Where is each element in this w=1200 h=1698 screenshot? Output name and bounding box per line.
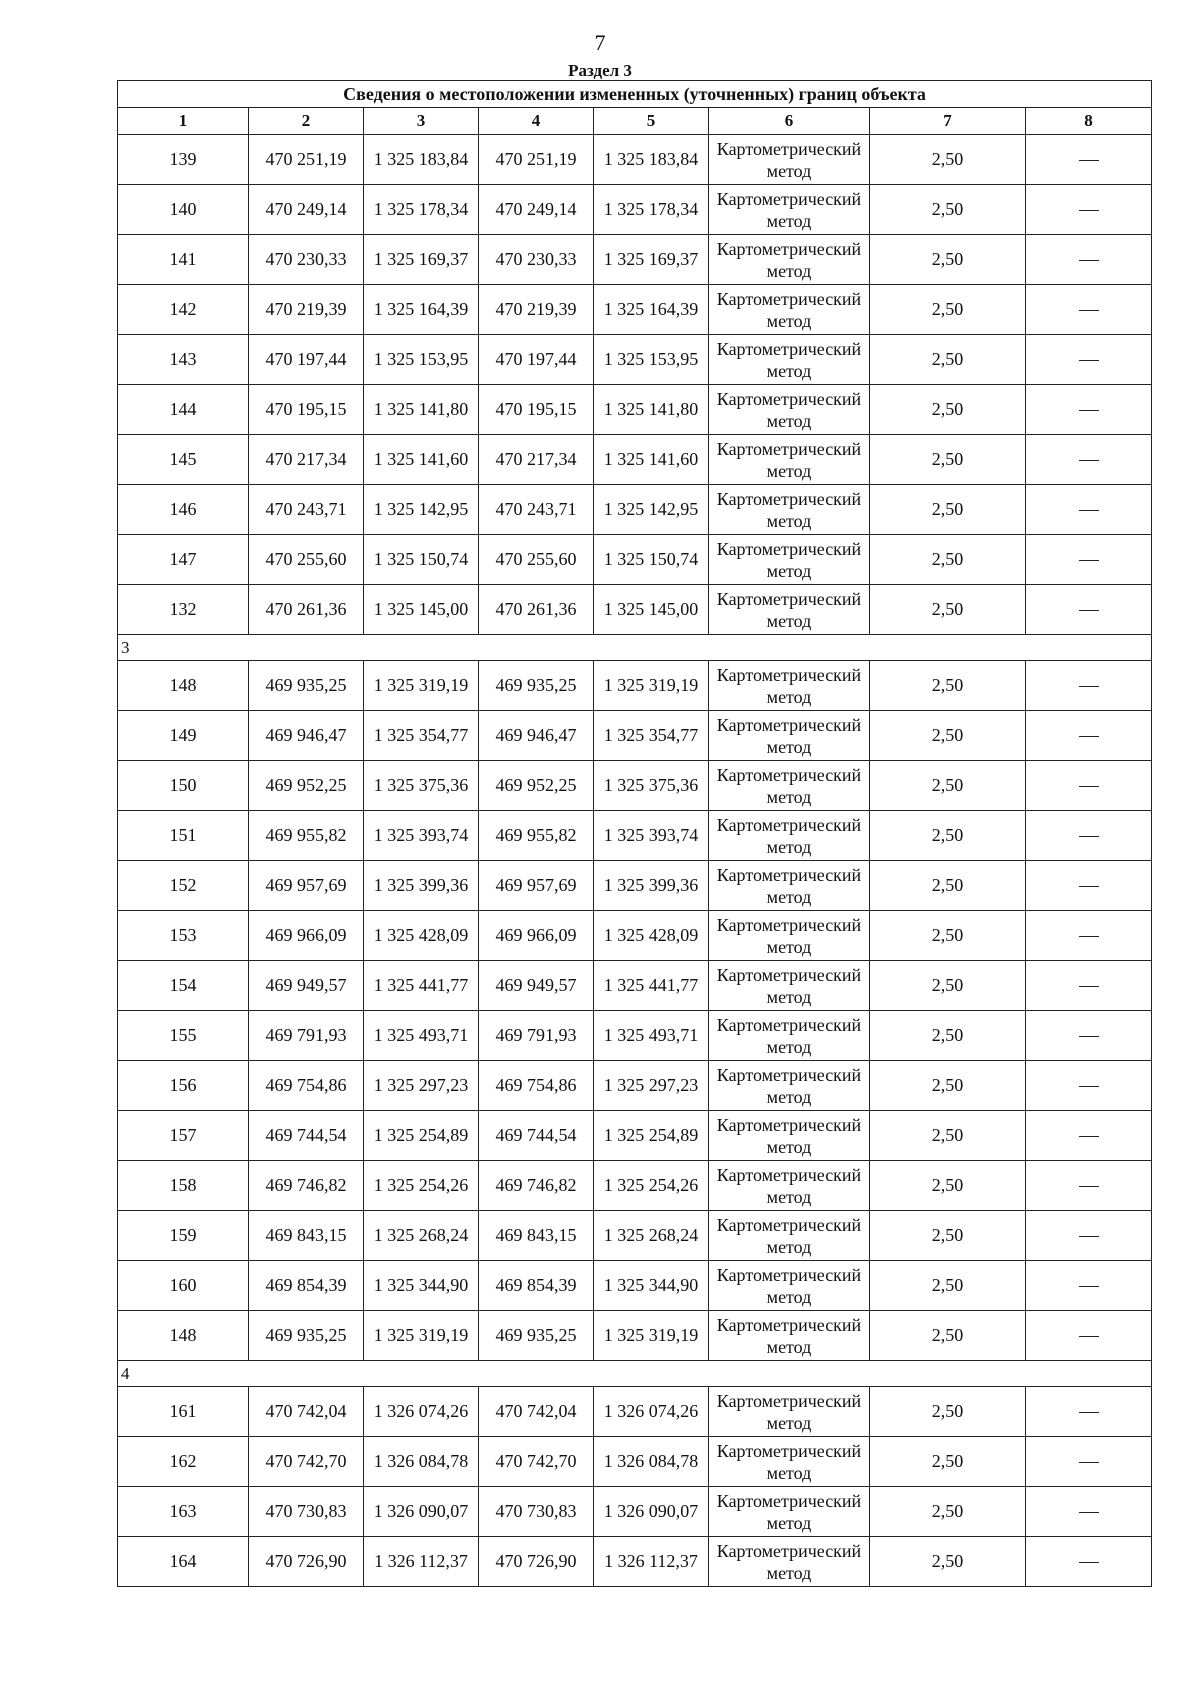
column-number: 1 <box>118 108 249 135</box>
dash-mark <box>1079 310 1099 311</box>
y-new-cell: 1 325 319,19 <box>594 1311 709 1361</box>
accuracy-cell: 2,50 <box>870 1211 1026 1261</box>
method-cell: Картометрический метод <box>709 1211 870 1261</box>
point-number-cell: 156 <box>118 1061 249 1111</box>
accuracy-cell: 2,50 <box>870 435 1026 485</box>
table-row <box>118 535 1152 585</box>
y-existing-cell: 1 325 254,26 <box>364 1161 479 1211</box>
method-cell: Картометрический метод <box>709 335 870 385</box>
point-number-cell: 149 <box>118 711 249 761</box>
y-existing-cell: 1 325 153,95 <box>364 335 479 385</box>
y-new-cell: 1 326 084,78 <box>594 1437 709 1487</box>
accuracy-cell: 2,50 <box>870 385 1026 435</box>
y-new-cell: 1 325 493,71 <box>594 1011 709 1061</box>
description-cell <box>1026 385 1152 435</box>
point-number-cell: 143 <box>118 335 249 385</box>
dash-mark <box>1079 936 1099 937</box>
point-number-cell: 145 <box>118 435 249 485</box>
table-caption: Сведения о местоположении измененных (уточненных) границ объекта <box>118 81 1152 108</box>
point-number-cell: 144 <box>118 385 249 435</box>
x-existing-cell: 469 949,57 <box>249 961 364 1011</box>
x-existing-cell: 470 261,36 <box>249 585 364 635</box>
dash-mark <box>1079 460 1099 461</box>
y-new-cell: 1 326 112,37 <box>594 1537 709 1587</box>
table-row <box>118 1311 1152 1361</box>
y-existing-cell: 1 325 319,19 <box>364 1311 479 1361</box>
y-existing-cell: 1 325 183,84 <box>364 135 479 185</box>
point-number-cell: 159 <box>118 1211 249 1261</box>
x-new-cell: 470 197,44 <box>479 335 594 385</box>
x-new-cell: 470 195,15 <box>479 385 594 435</box>
y-new-cell: 1 325 164,39 <box>594 285 709 335</box>
table-row <box>118 761 1152 811</box>
y-existing-cell: 1 325 319,19 <box>364 661 479 711</box>
point-number-cell: 162 <box>118 1437 249 1487</box>
dash-mark <box>1079 210 1099 211</box>
y-new-cell: 1 325 268,24 <box>594 1211 709 1261</box>
y-new-cell: 1 325 169,37 <box>594 235 709 285</box>
y-existing-cell: 1 325 141,60 <box>364 435 479 485</box>
accuracy-cell: 2,50 <box>870 235 1026 285</box>
x-existing-cell: 470 730,83 <box>249 1487 364 1537</box>
table-row <box>118 385 1152 435</box>
contour-group-row <box>118 1361 1152 1387</box>
dash-mark <box>1079 260 1099 261</box>
y-existing-cell: 1 326 090,07 <box>364 1487 479 1537</box>
dash-mark <box>1079 1136 1099 1137</box>
x-new-cell: 470 217,34 <box>479 435 594 485</box>
x-new-cell: 470 261,36 <box>479 585 594 635</box>
x-existing-cell: 469 754,86 <box>249 1061 364 1111</box>
method-cell: Картометрический метод <box>709 1261 870 1311</box>
x-existing-cell: 469 744,54 <box>249 1111 364 1161</box>
x-new-cell: 469 966,09 <box>479 911 594 961</box>
y-existing-cell: 1 325 254,89 <box>364 1111 479 1161</box>
method-cell: Картометрический метод <box>709 1437 870 1487</box>
dash-mark <box>1079 836 1099 837</box>
y-existing-cell: 1 325 428,09 <box>364 911 479 961</box>
accuracy-cell: 2,50 <box>870 911 1026 961</box>
method-cell: Картометрический метод <box>709 385 870 435</box>
x-existing-cell: 470 249,14 <box>249 185 364 235</box>
x-existing-cell: 469 854,39 <box>249 1261 364 1311</box>
table-row <box>118 811 1152 861</box>
x-existing-cell: 469 935,25 <box>249 1311 364 1361</box>
point-number-cell: 158 <box>118 1161 249 1211</box>
dash-mark <box>1079 1286 1099 1287</box>
accuracy-cell: 2,50 <box>870 1111 1026 1161</box>
dash-mark <box>1079 560 1099 561</box>
method-cell: Картометрический метод <box>709 435 870 485</box>
x-existing-cell: 470 243,71 <box>249 485 364 535</box>
accuracy-cell: 2,50 <box>870 1261 1026 1311</box>
method-cell: Картометрический метод <box>709 911 870 961</box>
description-cell <box>1026 961 1152 1011</box>
dash-mark <box>1079 1462 1099 1463</box>
table-body <box>118 135 1152 1587</box>
y-new-cell: 1 326 074,26 <box>594 1387 709 1437</box>
x-new-cell: 469 955,82 <box>479 811 594 861</box>
table-row <box>118 1487 1152 1537</box>
x-new-cell: 470 255,60 <box>479 535 594 585</box>
point-number-cell: 141 <box>118 235 249 285</box>
description-cell <box>1026 1061 1152 1111</box>
y-new-cell: 1 325 178,34 <box>594 185 709 235</box>
x-existing-cell: 470 217,34 <box>249 435 364 485</box>
table-row <box>118 1387 1152 1437</box>
x-new-cell: 469 935,25 <box>479 661 594 711</box>
x-new-cell: 470 742,70 <box>479 1437 594 1487</box>
method-cell: Картометрический метод <box>709 135 870 185</box>
accuracy-cell: 2,50 <box>870 185 1026 235</box>
x-existing-cell: 469 843,15 <box>249 1211 364 1261</box>
y-existing-cell: 1 325 178,34 <box>364 185 479 235</box>
point-number-cell: 154 <box>118 961 249 1011</box>
accuracy-cell: 2,50 <box>870 961 1026 1011</box>
x-existing-cell: 469 957,69 <box>249 861 364 911</box>
y-new-cell: 1 325 254,89 <box>594 1111 709 1161</box>
accuracy-cell: 2,50 <box>870 1011 1026 1061</box>
x-existing-cell: 470 255,60 <box>249 535 364 585</box>
y-new-cell: 1 325 141,60 <box>594 435 709 485</box>
description-cell <box>1026 185 1152 235</box>
x-new-cell: 469 843,15 <box>479 1211 594 1261</box>
description-cell <box>1026 911 1152 961</box>
accuracy-cell: 2,50 <box>870 711 1026 761</box>
dash-mark <box>1079 886 1099 887</box>
point-number-cell: 139 <box>118 135 249 185</box>
table-row <box>118 335 1152 385</box>
x-existing-cell: 469 952,25 <box>249 761 364 811</box>
dash-mark <box>1079 986 1099 987</box>
accuracy-cell: 2,50 <box>870 1387 1026 1437</box>
y-new-cell: 1 325 142,95 <box>594 485 709 535</box>
y-existing-cell: 1 326 074,26 <box>364 1387 479 1437</box>
y-new-cell: 1 325 428,09 <box>594 911 709 961</box>
y-new-cell: 1 325 393,74 <box>594 811 709 861</box>
y-existing-cell: 1 325 142,95 <box>364 485 479 535</box>
method-cell: Картометрический метод <box>709 585 870 635</box>
y-new-cell: 1 325 441,77 <box>594 961 709 1011</box>
x-new-cell: 469 946,47 <box>479 711 594 761</box>
x-existing-cell: 470 726,90 <box>249 1537 364 1587</box>
y-existing-cell: 1 325 344,90 <box>364 1261 479 1311</box>
x-existing-cell: 470 742,70 <box>249 1437 364 1487</box>
accuracy-cell: 2,50 <box>870 1537 1026 1587</box>
accuracy-cell: 2,50 <box>870 1061 1026 1111</box>
dash-mark <box>1079 610 1099 611</box>
dash-mark <box>1079 1512 1099 1513</box>
description-cell <box>1026 235 1152 285</box>
x-existing-cell: 470 742,04 <box>249 1387 364 1437</box>
x-existing-cell: 469 946,47 <box>249 711 364 761</box>
point-number-cell: 148 <box>118 1311 249 1361</box>
table-row <box>118 285 1152 335</box>
x-existing-cell: 470 230,33 <box>249 235 364 285</box>
column-number: 4 <box>479 108 594 135</box>
accuracy-cell: 2,50 <box>870 335 1026 385</box>
x-new-cell: 469 952,25 <box>479 761 594 811</box>
description-cell <box>1026 1111 1152 1161</box>
x-new-cell: 469 746,82 <box>479 1161 594 1211</box>
y-new-cell: 1 325 145,00 <box>594 585 709 635</box>
table-row <box>118 1537 1152 1587</box>
table-row <box>118 1011 1152 1061</box>
x-new-cell: 469 791,93 <box>479 1011 594 1061</box>
page-number: 7 <box>594 30 606 55</box>
x-new-cell: 470 249,14 <box>479 185 594 235</box>
table-row <box>118 661 1152 711</box>
y-new-cell: 1 325 344,90 <box>594 1261 709 1311</box>
accuracy-cell: 2,50 <box>870 861 1026 911</box>
accuracy-cell: 2,50 <box>870 1487 1026 1537</box>
description-cell <box>1026 1387 1152 1437</box>
x-new-cell: 470 219,39 <box>479 285 594 335</box>
x-existing-cell: 469 791,93 <box>249 1011 364 1061</box>
y-new-cell: 1 325 297,23 <box>594 1061 709 1111</box>
table-row <box>118 1261 1152 1311</box>
column-number: 3 <box>364 108 479 135</box>
description-cell <box>1026 535 1152 585</box>
dash-mark <box>1079 1186 1099 1187</box>
dash-mark <box>1079 1036 1099 1037</box>
description-cell <box>1026 761 1152 811</box>
x-existing-cell: 469 966,09 <box>249 911 364 961</box>
accuracy-cell: 2,50 <box>870 761 1026 811</box>
description-cell <box>1026 661 1152 711</box>
x-existing-cell: 469 955,82 <box>249 811 364 861</box>
description-cell <box>1026 1437 1152 1487</box>
point-number-cell: 163 <box>118 1487 249 1537</box>
description-cell <box>1026 1537 1152 1587</box>
x-new-cell: 469 957,69 <box>479 861 594 911</box>
description-cell <box>1026 1011 1152 1061</box>
table-row <box>118 1161 1152 1211</box>
description-cell <box>1026 711 1152 761</box>
y-new-cell: 1 325 319,19 <box>594 661 709 711</box>
y-existing-cell: 1 325 297,23 <box>364 1061 479 1111</box>
accuracy-cell: 2,50 <box>870 1311 1026 1361</box>
accuracy-cell: 2,50 <box>870 1161 1026 1211</box>
description-cell <box>1026 1211 1152 1261</box>
x-existing-cell: 469 746,82 <box>249 1161 364 1211</box>
method-cell: Картометрический метод <box>709 961 870 1011</box>
dash-mark <box>1079 410 1099 411</box>
point-number-cell: 160 <box>118 1261 249 1311</box>
method-cell: Картометрический метод <box>709 285 870 335</box>
table-row <box>118 235 1152 285</box>
x-new-cell: 470 230,33 <box>479 235 594 285</box>
x-existing-cell: 470 195,15 <box>249 385 364 435</box>
point-number-cell: 157 <box>118 1111 249 1161</box>
table-row <box>118 1437 1152 1487</box>
y-existing-cell: 1 325 145,00 <box>364 585 479 635</box>
point-number-cell: 164 <box>118 1537 249 1587</box>
x-new-cell: 469 854,39 <box>479 1261 594 1311</box>
table-row <box>118 485 1152 535</box>
accuracy-cell: 2,50 <box>870 135 1026 185</box>
column-number-row <box>118 108 1152 135</box>
accuracy-cell: 2,50 <box>870 485 1026 535</box>
y-new-cell: 1 325 150,74 <box>594 535 709 585</box>
x-existing-cell: 470 197,44 <box>249 335 364 385</box>
table-row <box>118 911 1152 961</box>
method-cell: Картометрический метод <box>709 1061 870 1111</box>
y-existing-cell: 1 325 393,74 <box>364 811 479 861</box>
column-number: 7 <box>870 108 1026 135</box>
x-new-cell: 470 251,19 <box>479 135 594 185</box>
y-new-cell: 1 325 375,36 <box>594 761 709 811</box>
method-cell: Картометрический метод <box>709 485 870 535</box>
table-row <box>118 1111 1152 1161</box>
y-new-cell: 1 325 153,95 <box>594 335 709 385</box>
method-cell: Картометрический метод <box>709 761 870 811</box>
y-new-cell: 1 325 399,36 <box>594 861 709 911</box>
section-title: Раздел 3 <box>568 61 632 80</box>
point-number-cell: 153 <box>118 911 249 961</box>
point-number-cell: 147 <box>118 535 249 585</box>
y-existing-cell: 1 325 354,77 <box>364 711 479 761</box>
description-cell <box>1026 1487 1152 1537</box>
table-row <box>118 1211 1152 1261</box>
description-cell <box>1026 1311 1152 1361</box>
y-new-cell: 1 326 090,07 <box>594 1487 709 1537</box>
dash-mark <box>1079 786 1099 787</box>
table-row <box>118 135 1152 185</box>
description-cell <box>1026 1161 1152 1211</box>
dash-mark <box>1079 1086 1099 1087</box>
contour-group-row <box>118 635 1152 661</box>
y-existing-cell: 1 326 084,78 <box>364 1437 479 1487</box>
y-existing-cell: 1 326 112,37 <box>364 1537 479 1587</box>
method-cell: Картометрический метод <box>709 711 870 761</box>
y-existing-cell: 1 325 493,71 <box>364 1011 479 1061</box>
y-existing-cell: 1 325 268,24 <box>364 1211 479 1261</box>
y-existing-cell: 1 325 141,80 <box>364 385 479 435</box>
x-existing-cell: 470 251,19 <box>249 135 364 185</box>
y-existing-cell: 1 325 150,74 <box>364 535 479 585</box>
x-new-cell: 470 742,04 <box>479 1387 594 1437</box>
dash-mark <box>1079 1562 1099 1563</box>
accuracy-cell: 2,50 <box>870 1437 1026 1487</box>
point-number-cell: 155 <box>118 1011 249 1061</box>
method-cell: Картометрический метод <box>709 1111 870 1161</box>
method-cell: Картометрический метод <box>709 185 870 235</box>
dash-mark <box>1079 1336 1099 1337</box>
point-number-cell: 146 <box>118 485 249 535</box>
table-caption-row <box>118 81 1152 108</box>
accuracy-cell: 2,50 <box>870 661 1026 711</box>
x-new-cell: 469 744,54 <box>479 1111 594 1161</box>
x-new-cell: 469 754,86 <box>479 1061 594 1111</box>
description-cell <box>1026 335 1152 385</box>
y-new-cell: 1 325 141,80 <box>594 385 709 435</box>
table-row <box>118 1061 1152 1111</box>
description-cell <box>1026 861 1152 911</box>
point-number-cell: 140 <box>118 185 249 235</box>
method-cell: Картометрический метод <box>709 1161 870 1211</box>
dash-mark <box>1079 1236 1099 1237</box>
y-existing-cell: 1 325 441,77 <box>364 961 479 1011</box>
point-number-cell: 150 <box>118 761 249 811</box>
table-row <box>118 435 1152 485</box>
y-new-cell: 1 325 354,77 <box>594 711 709 761</box>
y-new-cell: 1 325 254,26 <box>594 1161 709 1211</box>
dash-mark <box>1079 160 1099 161</box>
method-cell: Картометрический метод <box>709 1387 870 1437</box>
point-number-cell: 142 <box>118 285 249 335</box>
accuracy-cell: 2,50 <box>870 811 1026 861</box>
description-cell <box>1026 435 1152 485</box>
x-new-cell: 470 726,90 <box>479 1537 594 1587</box>
boundary-coordinates-table <box>117 80 1152 1587</box>
y-existing-cell: 1 325 164,39 <box>364 285 479 335</box>
x-new-cell: 470 243,71 <box>479 485 594 535</box>
y-existing-cell: 1 325 169,37 <box>364 235 479 285</box>
table-row <box>118 585 1152 635</box>
point-number-cell: 132 <box>118 585 249 635</box>
accuracy-cell: 2,50 <box>870 585 1026 635</box>
y-new-cell: 1 325 183,84 <box>594 135 709 185</box>
point-number-cell: 152 <box>118 861 249 911</box>
dash-mark <box>1079 736 1099 737</box>
dash-mark <box>1079 1412 1099 1413</box>
table-row <box>118 711 1152 761</box>
method-cell: Картометрический метод <box>709 1011 870 1061</box>
column-number: 2 <box>249 108 364 135</box>
accuracy-cell: 2,50 <box>870 285 1026 335</box>
x-new-cell: 469 949,57 <box>479 961 594 1011</box>
table-row <box>118 961 1152 1011</box>
method-cell: Картометрический метод <box>709 1537 870 1587</box>
method-cell: Картометрический метод <box>709 861 870 911</box>
y-existing-cell: 1 325 399,36 <box>364 861 479 911</box>
contour-number: 4 <box>118 1361 1152 1387</box>
point-number-cell: 161 <box>118 1387 249 1437</box>
x-existing-cell: 469 935,25 <box>249 661 364 711</box>
description-cell <box>1026 135 1152 185</box>
method-cell: Картометрический метод <box>709 1311 870 1361</box>
dash-mark <box>1079 510 1099 511</box>
x-existing-cell: 470 219,39 <box>249 285 364 335</box>
description-cell <box>1026 585 1152 635</box>
y-existing-cell: 1 325 375,36 <box>364 761 479 811</box>
column-number: 5 <box>594 108 709 135</box>
table-row <box>118 861 1152 911</box>
x-new-cell: 469 935,25 <box>479 1311 594 1361</box>
description-cell <box>1026 811 1152 861</box>
point-number-cell: 151 <box>118 811 249 861</box>
method-cell: Картометрический метод <box>709 811 870 861</box>
description-cell <box>1026 285 1152 335</box>
method-cell: Картометрический метод <box>709 1487 870 1537</box>
column-number: 8 <box>1026 108 1152 135</box>
point-number-cell: 148 <box>118 661 249 711</box>
method-cell: Картометрический метод <box>709 661 870 711</box>
method-cell: Картометрический метод <box>709 535 870 585</box>
contour-number: 3 <box>118 635 1152 661</box>
table-row <box>118 185 1152 235</box>
accuracy-cell: 2,50 <box>870 535 1026 585</box>
dash-mark <box>1079 686 1099 687</box>
method-cell: Картометрический метод <box>709 235 870 285</box>
column-number: 6 <box>709 108 870 135</box>
description-cell <box>1026 1261 1152 1311</box>
x-new-cell: 470 730,83 <box>479 1487 594 1537</box>
description-cell <box>1026 485 1152 535</box>
dash-mark <box>1079 360 1099 361</box>
